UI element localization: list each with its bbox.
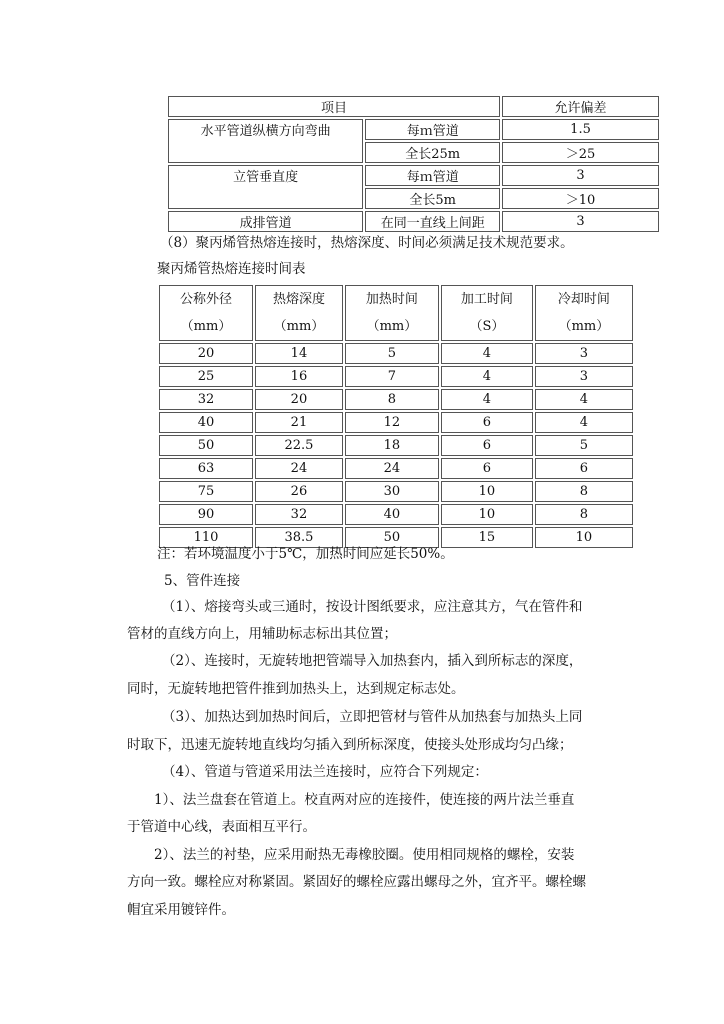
header-unit: （mm） [180, 319, 232, 334]
table-cell: 38.5 [255, 527, 343, 548]
table-cell: 18 [345, 435, 439, 456]
fusion-time-table [157, 283, 635, 550]
table-cell: 24 [345, 458, 439, 479]
table-cell: 10 [441, 504, 533, 525]
table-cell: 8 [535, 504, 633, 525]
table-header-row [159, 285, 633, 341]
header-unit: （mm） [273, 319, 325, 334]
header-name: 公称外径 [180, 292, 233, 307]
table-cell: 6 [441, 435, 533, 456]
paragraph-line: （2）、连接时，无旋转地把管端导入加热套内，插入到所标志的深度， [162, 653, 583, 669]
table-cell: 75 [159, 481, 253, 502]
table-cell: 6 [441, 458, 533, 479]
table-cell: 30 [345, 481, 439, 502]
row-item: 成排管道 [168, 211, 363, 232]
table-cell: 90 [159, 504, 253, 525]
table-row [168, 211, 659, 232]
table-cell: 8 [535, 481, 633, 502]
table-row [159, 435, 633, 456]
table-cell: 4 [441, 343, 533, 364]
table-cell: 10 [441, 481, 533, 502]
header-unit: （mm） [366, 319, 418, 334]
table-cell: 5 [345, 343, 439, 364]
table-cell: 10 [535, 527, 633, 548]
row-sub: 每ｍ管道 [365, 165, 500, 186]
tolerance-table [166, 94, 661, 234]
header-cell [159, 285, 253, 341]
table-row [159, 366, 633, 387]
paragraph-line: 于管道中心线，表面相互平行。 [127, 819, 316, 835]
table-cell: 110 [159, 527, 253, 548]
row-value: ＞10 [502, 188, 659, 209]
table-cell: 3 [535, 343, 633, 364]
row-sub: 全长25m [365, 142, 500, 163]
row-sub: 全长5m [365, 188, 500, 209]
paragraph-line: 方向一致。螺栓应对称紧固。紧固好的螺栓应露出螺母之外，宜齐平。螺栓螺 [127, 874, 586, 890]
table-cell: 24 [255, 458, 343, 479]
row-value: ＞25 [502, 142, 659, 163]
paragraph-line: 2）、法兰的衬垫，应采用耐热无毒橡胶圈。使用相同规格的螺栓，安装 [154, 847, 575, 863]
table-cell: 63 [159, 458, 253, 479]
table-cell: 7 [345, 366, 439, 387]
header-allowance: 允许偏差 [502, 96, 659, 117]
paragraph-line: 同时，无旋转地把管件推到加热头上，达到规定标志处。 [127, 681, 465, 697]
table-cell: 4 [535, 389, 633, 410]
header-name: 冷却时间 [557, 292, 610, 307]
fusion-table-title: 聚丙烯管热熔连接时间表 [157, 261, 306, 277]
table-cell: 40 [159, 412, 253, 433]
table-cell: 25 [159, 366, 253, 387]
section-heading: 5、管件连接 [164, 573, 241, 589]
row-sub: 每ｍ管道 [365, 119, 500, 140]
paragraph-line: 帽宜采用镀锌件。 [127, 902, 235, 918]
table-cell: 20 [255, 389, 343, 410]
table-row [168, 165, 659, 186]
header-unit: （mm） [558, 319, 610, 334]
table-cell: 20 [159, 343, 253, 364]
table-cell: 15 [441, 527, 533, 548]
header-cell [255, 285, 343, 341]
row-value: 3 [502, 165, 659, 186]
table-cell: 50 [345, 527, 439, 548]
table-cell: 14 [255, 343, 343, 364]
table-cell: 32 [255, 504, 343, 525]
header-name: 热熔深度 [272, 292, 325, 307]
table-cell: 4 [441, 389, 533, 410]
row-item: 立管垂直度 [168, 165, 363, 209]
paragraph-line: （4）、管道与管道采用法兰连接时，应符合下列规定： [162, 764, 488, 780]
table-row [159, 504, 633, 525]
table-cell: 21 [255, 412, 343, 433]
table-cell: 6 [441, 412, 533, 433]
table-cell: 22.5 [255, 435, 343, 456]
table-cell: 8 [345, 389, 439, 410]
table-row [159, 412, 633, 433]
table-cell: 5 [535, 435, 633, 456]
paragraph-line: 时取下，迅速无旋转地直线均匀插入到所标深度，使接头处形成均匀凸缘； [127, 737, 573, 753]
row-sub: 在同一直线上间距 [365, 211, 500, 232]
table-header-row [168, 96, 659, 117]
table-row [159, 458, 633, 479]
table-cell: 16 [255, 366, 343, 387]
table-row [159, 389, 633, 410]
header-unit: （S） [469, 319, 505, 334]
row-item: 水平管道纵横方向弯曲 [168, 119, 363, 163]
table-row [159, 481, 633, 502]
table-cell: 12 [345, 412, 439, 433]
table-note: 注：若环境温度小于5℃，加热时间应延长50%。 [157, 546, 454, 562]
table-row [159, 343, 633, 364]
table-cell: 50 [159, 435, 253, 456]
row-value: 1.5 [502, 119, 659, 140]
table-cell: 40 [345, 504, 439, 525]
header-name: 加工时间 [460, 292, 513, 307]
table-cell: 26 [255, 481, 343, 502]
table-cell: 3 [535, 366, 633, 387]
table-cell: 32 [159, 389, 253, 410]
header-cell [441, 285, 533, 341]
table-cell: 4 [535, 412, 633, 433]
header-item: 项目 [168, 96, 500, 117]
paragraph-line: （1）、熔接弯头或三通时，按设计图纸要求，应注意其方，气在管件和 [162, 599, 583, 615]
table-cell: 6 [535, 458, 633, 479]
table-row [168, 119, 659, 140]
paragraph-line: 1）、法兰盘套在管道上。校直两对应的连接件，使连接的两片法兰垂直 [154, 792, 575, 808]
row-value: 3 [502, 211, 659, 232]
paragraph-line: 管材的直线方向上，用辅助标志标出其位置； [127, 626, 397, 642]
header-cell [535, 285, 633, 341]
paragraph-8: （8）聚丙烯管热熔连接时，热熔深度、时间必须满足技术规范要求。 [160, 235, 574, 251]
header-cell [345, 285, 439, 341]
paragraph-line: （3）、加热达到加热时间后，立即把管材与管件从加热套与加热头上同 [162, 709, 583, 725]
header-name: 加热时间 [365, 292, 418, 307]
table-cell: 4 [441, 366, 533, 387]
